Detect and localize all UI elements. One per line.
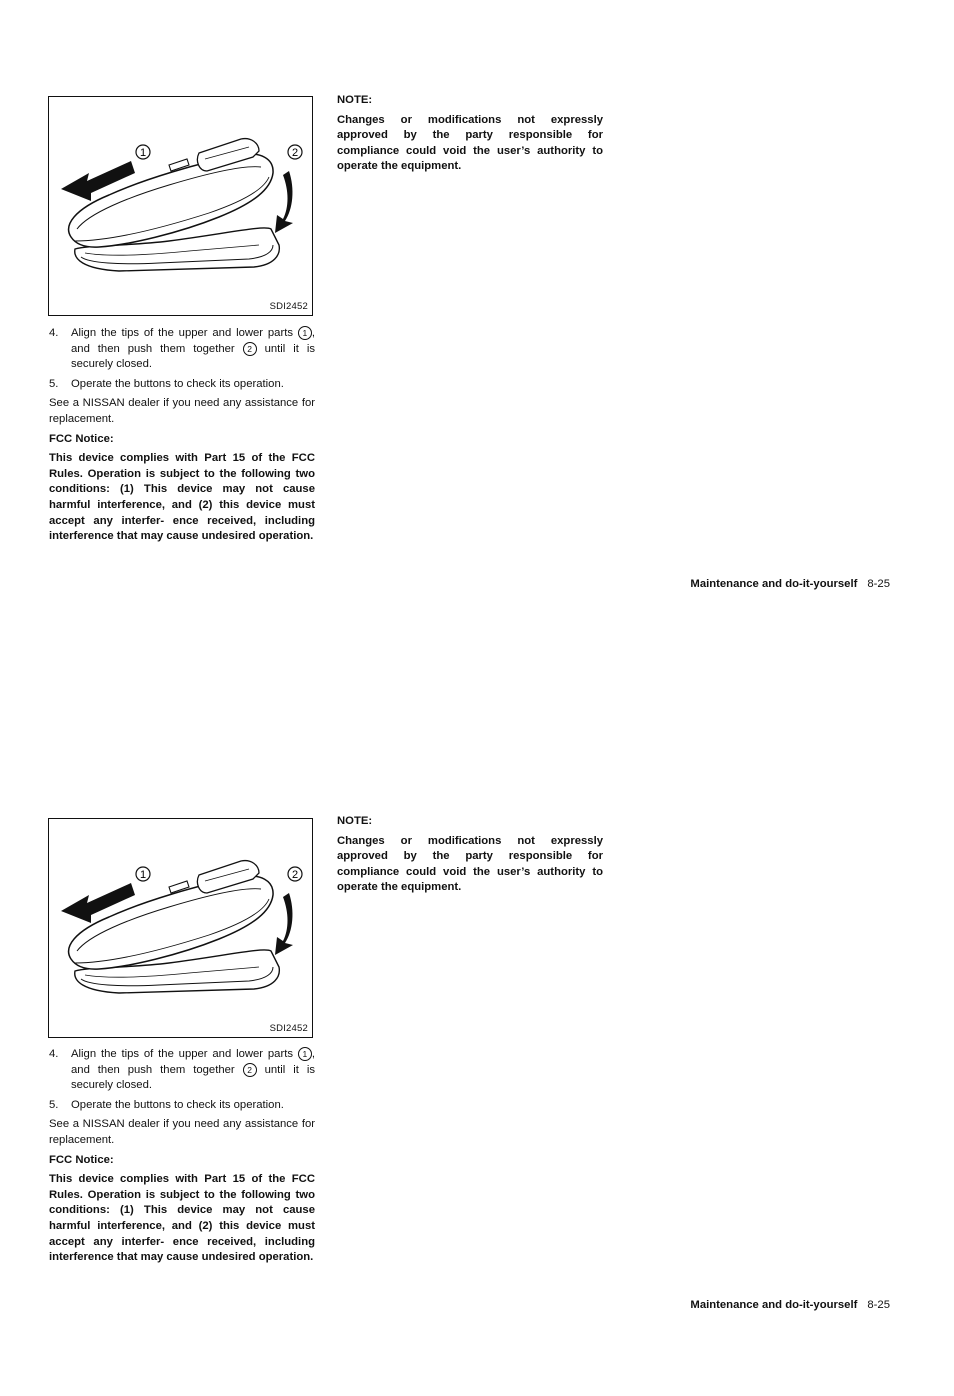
key-fob-illustration bbox=[48, 96, 313, 316]
step-4-text-c: until it is securely closed. bbox=[71, 1063, 316, 1092]
manual-page-bottom bbox=[0, 721, 954, 1396]
manual-page-top bbox=[0, 0, 954, 675]
circled-1-icon: 1 bbox=[298, 1047, 312, 1061]
step-4-text-a: Align the tips of the upper and lower parts bbox=[71, 327, 294, 339]
step-4 bbox=[49, 326, 315, 373]
key-fob-drawing bbox=[49, 97, 313, 316]
page-number: 8-25 bbox=[867, 1299, 890, 1311]
step-4-text-a: Align the tips of the upper and lower parts bbox=[71, 1048, 294, 1060]
step-4 bbox=[49, 1047, 315, 1094]
circled-1-icon: 1 bbox=[298, 326, 312, 340]
key-fob-illustration bbox=[48, 818, 313, 1038]
left-column bbox=[49, 326, 315, 545]
dealer-paragraph: See a NISSAN dealer if you need any assistance for replacement. bbox=[49, 1118, 315, 1146]
callout-1-label: 1 bbox=[139, 147, 147, 159]
step-number: 5. bbox=[49, 1098, 59, 1111]
step-number: 5. bbox=[49, 377, 59, 390]
circled-2-icon: 2 bbox=[243, 342, 257, 356]
step-5-text: Operate the buttons to check its operation. bbox=[71, 1098, 284, 1111]
step-number: 4. bbox=[49, 327, 59, 339]
callout-1-label: 1 bbox=[139, 869, 147, 881]
figure-code: SDI2452 bbox=[269, 301, 308, 312]
circled-2-icon: 2 bbox=[243, 1063, 257, 1077]
left-column bbox=[49, 1047, 315, 1266]
key-fob-drawing bbox=[49, 819, 313, 1038]
fcc-paragraph: This device complies with Part 15 of the FCC Rules. Operation is subject to the following two conditions: (1) This device may not cause harmful interference, and (2) this device must accept any interfer- ence received, including interference that may cause undesired operation. bbox=[49, 452, 315, 543]
step-number: 4. bbox=[49, 1048, 59, 1060]
right-column bbox=[337, 93, 603, 175]
page-footer bbox=[690, 578, 890, 590]
fcc-paragraph: This device complies with Part 15 of the FCC Rules. Operation is subject to the following two conditions: (1) This device may not cause harmful interference, and (2) this device must accept any interfer- ence received, including interference that may cause undesired operation. bbox=[49, 1173, 315, 1264]
figure-code: SDI2452 bbox=[269, 1023, 308, 1034]
step-5-text: Operate the buttons to check its operation. bbox=[71, 377, 284, 390]
callout-2-label: 2 bbox=[291, 147, 299, 159]
fcc-heading: FCC Notice: bbox=[49, 432, 114, 445]
note-paragraph: Changes or modifications not expressly approved by the party responsible for compliance could void the user’s authority to operate the equipment. bbox=[337, 834, 603, 894]
page-footer bbox=[690, 1299, 890, 1311]
note-heading: NOTE: bbox=[337, 815, 373, 827]
note-heading: NOTE: bbox=[337, 94, 373, 106]
step-5 bbox=[49, 1098, 315, 1114]
step-4-text-b: , and then push them together bbox=[71, 327, 316, 355]
page-number: 8-25 bbox=[867, 578, 890, 590]
footer-section-title: Maintenance and do-it-yourself bbox=[690, 1299, 858, 1311]
right-column bbox=[337, 814, 603, 896]
step-4-text-c: until it is securely closed. bbox=[71, 342, 316, 371]
callout-2-label: 2 bbox=[291, 869, 299, 881]
step-4-text-b: , and then push them together bbox=[71, 1048, 316, 1076]
fcc-heading: FCC Notice: bbox=[49, 1153, 114, 1166]
dealer-paragraph: See a NISSAN dealer if you need any assistance for replacement. bbox=[49, 397, 315, 425]
footer-section-title: Maintenance and do-it-yourself bbox=[690, 578, 858, 590]
step-5 bbox=[49, 377, 315, 393]
note-paragraph: Changes or modifications not expressly approved by the party responsible for compliance could void the user’s authority to operate the equipment. bbox=[337, 113, 603, 173]
